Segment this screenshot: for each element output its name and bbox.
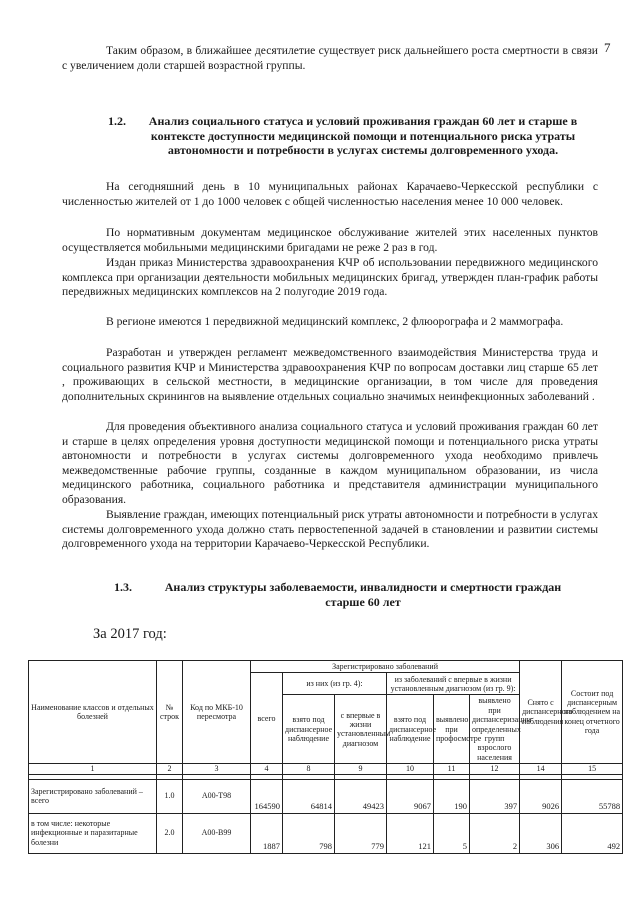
paragraph: Выявление граждан, имеющих потенциальный риск утраты автономности и потребности в услугах системы долговременного ухода должно стать первостепенной задачей в становлении и развитии системы долговременного ухода на территории Карачаево-Черкесской Республики.: [62, 508, 598, 551]
header-detected-disp: выявлено при диспансеризации определенных групп взрослого населения: [470, 695, 520, 764]
intro-paragraph: Таким образом, в ближайшее десятилетие существует риск дальнейшего роста смертности в связи с увеличением доли старшей возрастной группы.: [62, 44, 598, 72]
column-number: 4: [251, 764, 283, 774]
cell-value: 64814: [283, 779, 335, 813]
table-row: [29, 779, 623, 813]
header-disp-taken-2: взято под диспансерное наблюдение: [387, 695, 434, 764]
cell-value: 190: [434, 779, 470, 813]
column-number: 10: [387, 764, 434, 774]
column-number: 2: [157, 764, 183, 774]
table-row: [29, 813, 623, 853]
section-1-2-title: Анализ социального статуса и условий проживания граждан 60 лет и старше в контексте доступности медицинской помощи и потенциального риска утраты автономности и потребности в услугах системы долговременного ухода.: [148, 114, 578, 158]
cell-value: 492: [562, 813, 623, 853]
cell-value: 798: [283, 813, 335, 853]
header-first-time-life: с впервые в жизни установленным диагнозом: [335, 695, 387, 764]
header-registered: Зарегистрировано заболеваний: [251, 661, 520, 673]
paragraph: По нормативным документам медицинское обслуживание жителей этих населенных пунктов осуществляется мобильными медицинскими бригадами не реже 2 раз в год.: [62, 226, 598, 254]
header-remains: Состоит под диспансерным наблюдением на конец отчетного года: [562, 661, 623, 764]
cell-value: 397: [470, 779, 520, 813]
paragraph: Для проведения объективного анализа социального статуса и условий проживания граждан 60 лет и старше в целях определения уровня доступности медицинской помощи и потенциального риска утраты автономности и потребности в услугах системы долговременного ухода необходимо привлечь межведомственные рабочие группы, созданные в каждом муниципальном образовании, из числа медицинского работника, социального работника и представителя администрации муниципального образования.: [62, 420, 598, 506]
column-number: 11: [434, 764, 470, 774]
paragraph: Издан приказ Министерства здравоохранения КЧР об использовании передвижного медицинского комплекса при организации деятельности мобильных медицинских бригад, утвержден план-график работы передвижных медицинских комплексов на 2 полугодие 2019 года.: [62, 256, 598, 299]
header-detected-prof: выявлено при профосмотре: [434, 695, 470, 764]
column-number: 8: [283, 764, 335, 774]
cell-value: 5: [434, 813, 470, 853]
year-label: За 2017 год:: [93, 626, 167, 642]
header-first-time: из заболеваний с впервые в жизни установленным диагнозом (из гр. 9):: [387, 673, 520, 695]
cell-value: 9026: [520, 779, 562, 813]
paragraph: В регионе имеются 1 передвижной медицинский комплекс, 2 флюорографа и 2 маммографа.: [106, 315, 564, 328]
header-name: Наименование классов и отдельных болезней: [29, 661, 157, 764]
morbidity-table: [28, 660, 623, 854]
column-number: 14: [520, 764, 562, 774]
paragraph: Разработан и утвержден регламент межведомственного взаимодействия Министерства труда и социального развития КЧР и Министерства здравоохранения КЧР по вопросам доставки лиц старше 65 лет , проживающих в сельской местности, в медицинские организации, в том числе для проведения дополнительных скринингов на выявление отдельных социально значимых неинфекционных заболеваний .: [62, 346, 598, 403]
section-1-3-title: Анализ структуры заболеваемости, инвалидности и смертности граждан старше 60 лет: [164, 580, 562, 609]
cell-value: 779: [335, 813, 387, 853]
row-name: в том числе: некоторые инфекционные и паразитарные болезни: [29, 813, 157, 853]
cell-value: 1887: [251, 813, 283, 853]
column-number: 15: [562, 764, 623, 774]
row-code: А00-Т98: [183, 779, 251, 813]
cell-value: 55788: [562, 779, 623, 813]
header-code: Код по МКБ-10 пересмотра: [183, 661, 251, 764]
cell-value: 306: [520, 813, 562, 853]
row-no: 1.0: [157, 779, 183, 813]
column-number: 3: [183, 764, 251, 774]
header-of-them: из них (из гр. 4):: [283, 673, 387, 695]
cell-value: 2: [470, 813, 520, 853]
paragraph: На сегодняшний день в 10 муниципальных районах Карачаево-Черкесской республики с численностью жителей от 1 до 1000 человек с общей численностью населения менее 10 000 человек.: [62, 180, 598, 208]
cell-value: 49423: [335, 779, 387, 813]
column-number: 1: [29, 764, 157, 774]
cell-value: 121: [387, 813, 434, 853]
header-disp-taken: взято под диспансерное наблюдение: [283, 695, 335, 764]
cell-value: 9067: [387, 779, 434, 813]
cell-value: 164590: [251, 779, 283, 813]
column-number: 12: [470, 764, 520, 774]
section-1-3-number: 1.3.: [114, 580, 132, 594]
section-1-2-number: 1.2.: [108, 114, 126, 128]
header-row-no: № строк: [157, 661, 183, 764]
row-name: Зарегистрировано заболеваний – всего: [29, 779, 157, 813]
page-number: 7: [604, 40, 611, 55]
header-total: всего: [251, 673, 283, 764]
column-number: 9: [335, 764, 387, 774]
row-code: А00-В99: [183, 813, 251, 853]
header-removed: Снято с диспансерного наблюдения: [520, 661, 562, 764]
row-no: 2.0: [157, 813, 183, 853]
